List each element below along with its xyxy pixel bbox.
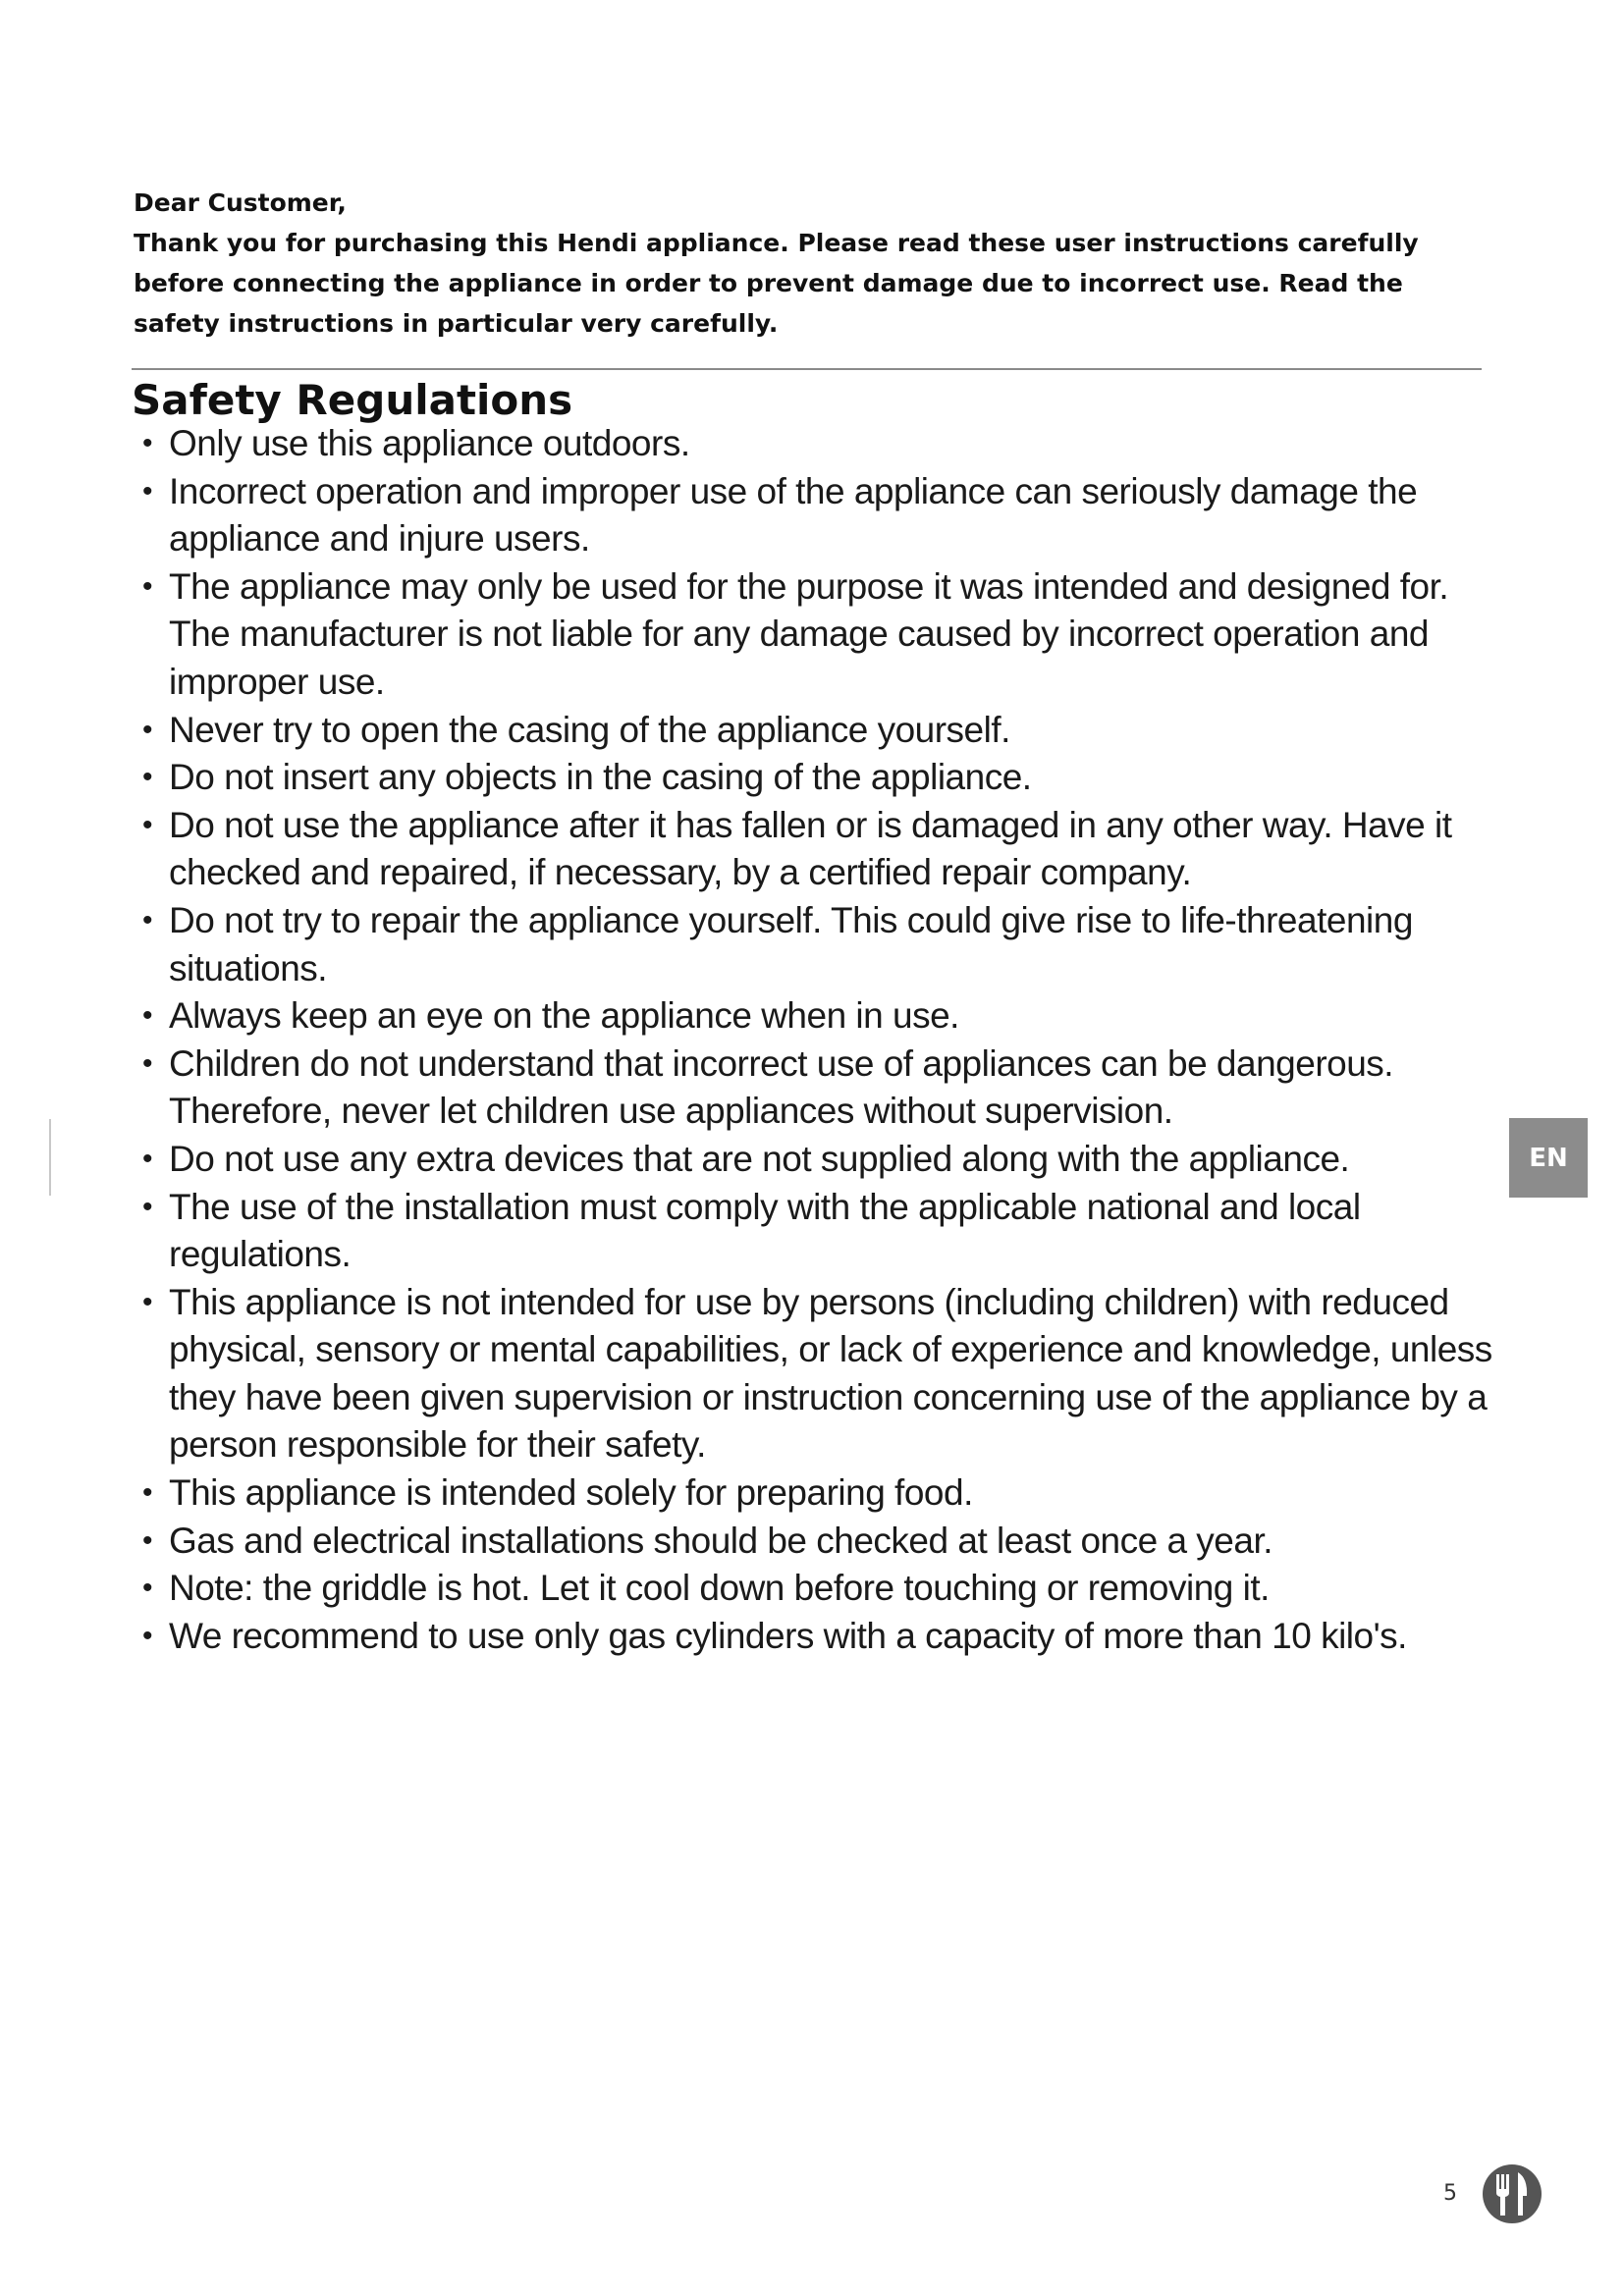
list-item: • Only use this appliance outdoors. [132, 420, 1501, 468]
bullet-icon: • [141, 713, 152, 746]
bullet-icon: • [141, 1476, 152, 1510]
intro-block [134, 183, 1489, 344]
bullet-icon: • [141, 999, 152, 1033]
bullet-icon: • [141, 1046, 152, 1080]
list-item: • Children do not understand that incorrect use of appliances can be dangerous. Therefore, never let children use appliances without supervision. [132, 1041, 1501, 1136]
list-item: • We recommend to use only gas cylinders with a capacity of more than 10 kilo's. [132, 1613, 1501, 1661]
margin-mark [49, 1119, 51, 1196]
list-item: • Incorrect operation and improper use of the appliance can seriously damage the appliance and injure users. [132, 468, 1501, 563]
list-item: • Note: the griddle is hot. Let it cool down before touching or removing it. [132, 1565, 1501, 1613]
cutlery-icon [1481, 2163, 1543, 2225]
list-item: • Do not insert any objects in the casing of the appliance. [132, 754, 1501, 802]
list-item: • Do not use any extra devices that are not supplied along with the appliance. [132, 1136, 1501, 1184]
list-item: • Never try to open the casing of the appliance yourself. [132, 707, 1501, 755]
bullet-icon: • [141, 761, 152, 794]
page-number: 5 [1443, 2181, 1457, 2206]
divider [132, 368, 1482, 370]
bullet-icon: • [141, 569, 152, 603]
intro-text: Thank you for purchasing this Hendi appliance. Please read these user instructions carefully before connecting the appliance in order to prevent damage due to incorrect use. Read the safety instructions in particular very carefully. [134, 229, 1419, 338]
list-item: • This appliance is not intended for use by persons (including children) with reduced physical, sensory or mental capabilities, or lack of experience and knowledge, unless they have been given supervision or instruction concerning use of the appliance by a person responsible for their safety. [132, 1279, 1501, 1469]
list-item: • Do not try to repair the appliance yourself. This could give rise to life-threatening situations. [132, 897, 1501, 992]
bullet-icon: • [141, 474, 152, 507]
list-item: • The use of the installation must comply with the applicable national and local regulations. [132, 1184, 1501, 1279]
language-label: EN [1529, 1143, 1568, 1173]
list-item: • Gas and electrical installations should be checked at least once a year. [132, 1518, 1501, 1566]
safety-list [132, 420, 1501, 1660]
language-tab [1509, 1118, 1588, 1198]
list-item: • This appliance is intended solely for preparing food. [132, 1469, 1501, 1518]
bullet-icon: • [141, 903, 152, 936]
bullet-icon: • [141, 1285, 152, 1318]
bullet-icon: • [141, 1619, 152, 1652]
bullet-icon: • [141, 1190, 152, 1223]
bullet-icon: • [141, 808, 152, 841]
section-title: Safety Regulations [132, 376, 573, 424]
list-item: • The appliance may only be used for the purpose it was intended and designed for. The manufacturer is not liable for any damage caused by incorrect operation and improper use. [132, 563, 1501, 707]
greeting: Dear Customer, [134, 188, 347, 217]
list-item: • Do not use the appliance after it has fallen or is damaged in any other way. Have it checked and repaired, if necessary, by a certified repair company. [132, 802, 1501, 897]
bullet-icon: • [141, 1523, 152, 1557]
bullet-icon: • [141, 1572, 152, 1605]
list-item: • Always keep an eye on the appliance when in use. [132, 992, 1501, 1041]
bullet-icon: • [141, 427, 152, 459]
bullet-icon: • [141, 1142, 152, 1175]
